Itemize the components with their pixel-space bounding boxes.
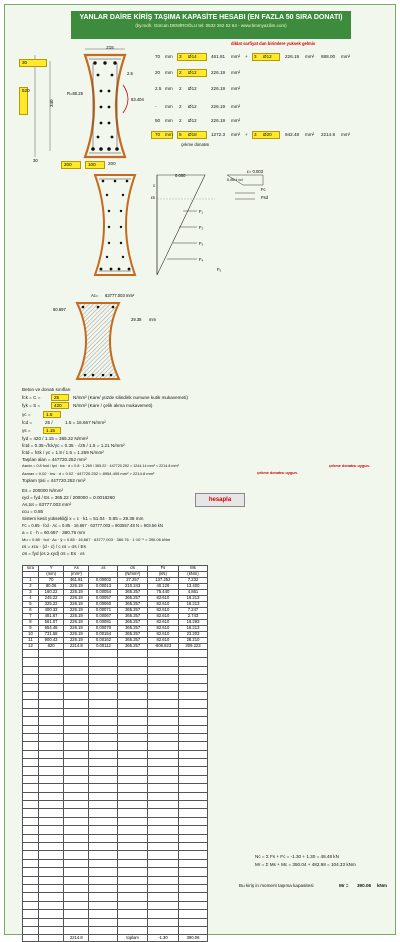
table-cell: 820 <box>38 644 63 650</box>
rebar-dots <box>91 61 119 151</box>
dim-input-cover[interactable]: 30 <box>19 59 47 67</box>
table-empty-row <box>23 708 208 716</box>
col-header: Fs <box>147 566 178 572</box>
table-cell: 0.00070 <box>89 626 118 632</box>
result-line-3: As,tot = 63777.003 mm² <box>22 502 72 507</box>
table-cell: 226.19 <box>64 590 89 596</box>
table-cell: -808.823 <box>147 644 178 650</box>
table-empty-row <box>23 767 208 775</box>
table-empty-row <box>23 775 208 783</box>
table-cell: 16.213 <box>179 626 208 632</box>
fs2-label: F₂ <box>199 225 204 230</box>
col-unit: (N/mm²) <box>118 572 147 578</box>
table-cell: 481.67 <box>38 614 63 620</box>
table-empty-row <box>23 717 208 725</box>
table-empty-row <box>23 876 208 884</box>
table-empty-row <box>23 893 208 901</box>
result-line-8: Mu = 0.85 · fcd · Ac · ỹ = 0.85 · 16.667 · 63777.003 · 380.76 · 1·10⁻⁶ = 390.06 kNm <box>22 537 171 542</box>
table-cell: 5 <box>23 602 39 608</box>
row-unit-1: mm <box>165 54 173 59</box>
rebar-n2-6: 3 <box>254 132 257 137</box>
table-cell: 8 <box>23 620 39 626</box>
rebar-unit3-6: mm² <box>305 132 315 137</box>
rebar-area2-1: 226.19 <box>285 54 300 59</box>
row-spacing-3: 2.5 <box>155 86 162 91</box>
total-ms: 390.06 <box>179 935 208 942</box>
table-cell: 561.07 <box>38 620 63 626</box>
calc-line-4: Taşılan alan = 447720.252 mm² <box>22 457 87 462</box>
fyk-input[interactable]: 420 <box>51 402 69 409</box>
table-empty-row <box>23 826 208 834</box>
table-empty-row <box>23 851 208 859</box>
equilibrium-line-1: Nc = Σ Fs + Fc = -1.30 + 1.30 = 48.48 kN <box>255 854 339 859</box>
section-outline-2 <box>95 175 135 275</box>
fs3-label: F₃ <box>199 241 204 246</box>
table-cell: 245.22 <box>38 596 63 602</box>
rebar-n-1: 3 <box>179 54 182 59</box>
table-cell: 16.213 <box>179 596 208 602</box>
rebar-phi-1: Ø14 <box>188 54 197 59</box>
table-cell: 226.19 <box>64 584 89 590</box>
table-cell: 9 <box>23 626 39 632</box>
table-cell: 11 <box>23 638 39 644</box>
dim-radius: R=80.25 <box>67 91 83 96</box>
table-cell: 654.48 <box>38 626 63 632</box>
rebar-total-1: 688.00 <box>321 54 336 59</box>
table-cell: 10 <box>23 632 39 638</box>
table-cell: 0.00054 <box>89 590 118 596</box>
table-total-row <box>23 935 208 942</box>
table-cell: 365.257 <box>118 620 147 626</box>
table-cell: 400.33 <box>38 608 63 614</box>
dim-input-bottom-1[interactable]: 200 <box>61 161 81 169</box>
strain-top-label: ε= 0.003 <box>247 169 263 174</box>
dim-cover: 2.5 <box>127 71 133 76</box>
table-cell: 226.19 <box>64 632 89 638</box>
rebar-n2-1: 3 <box>254 54 257 59</box>
calc-line-6: Asmax = 0.02 · bw · d = 0.02 · 447720.252 = 8954.405 mm² > 2214.8 mm² <box>22 471 155 476</box>
calc-line-7: Toplam Şisi = 447720.252 mm² <box>22 478 86 483</box>
final-label: Bu kiriş in moment taşıma kapasitesi <box>239 883 314 888</box>
table-cell: 365.257 <box>118 614 147 620</box>
table-cell: 900.43 <box>38 638 63 644</box>
table-cell: 23.203 <box>179 632 208 638</box>
equilibrium-line-2: Mr = Σ Ms + Mc = 350.04 + 482.98 = 104.33 kNm <box>255 862 356 867</box>
rebar-unit-4: mm² <box>231 104 241 109</box>
col-header: As <box>64 566 89 572</box>
dim-top-width: 215 <box>106 45 114 50</box>
table-cell: 16.293 <box>179 620 208 626</box>
table-empty-row <box>23 666 208 674</box>
table-empty-row <box>23 792 208 800</box>
table-empty-row <box>23 700 208 708</box>
compression-area-label: Ac= <box>91 293 99 298</box>
table-empty-row <box>23 759 208 767</box>
table-cell: 365.257 <box>118 596 147 602</box>
row-unit-5: mm <box>165 118 173 123</box>
table-cell: 7 <box>23 614 39 620</box>
gamma-s-input[interactable]: 1.15 <box>43 427 61 434</box>
compression-section <box>77 303 119 379</box>
table-cell: 160.22 <box>38 590 63 596</box>
final-value: 390.06 <box>357 883 372 888</box>
rebar-plus-6: + <box>245 132 248 137</box>
result-line-9: εs = εcu · (d - c) / c εs = σs / Es <box>22 544 86 549</box>
row-spacing-5: 50 <box>155 118 161 123</box>
table-empty-row <box>23 926 208 934</box>
table-cell: 18.213 <box>179 602 208 608</box>
col-header: Ms <box>179 566 208 572</box>
table-cell: 2 <box>23 584 39 590</box>
table-cell: 137.252 <box>147 578 178 584</box>
fck-label: fck = C = <box>22 395 41 400</box>
table-cell: 82.610 <box>147 632 178 638</box>
result-line-5: Sistem kesit yüksekliği x = c · k1 = 51.04 · 0.85 = 29.38 mm <box>22 516 144 521</box>
rebar-phi-3: Ø12 <box>188 86 197 91</box>
gamma-s-label: γs = <box>22 428 31 433</box>
final-symbol: Mr = <box>339 883 349 888</box>
table-cell: 210.243 <box>118 584 147 590</box>
table-cell: 325.22 <box>38 602 63 608</box>
dim-input-height[interactable]: 520 <box>19 87 28 115</box>
fs4-label: F₄ <box>199 257 204 262</box>
table-empty-row <box>23 809 208 817</box>
rebar-phi2-1: Ø12 <box>263 54 272 59</box>
table-empty-row <box>23 784 208 792</box>
gamma-c-label: γc = <box>22 412 31 417</box>
rebar-unit-6: mm² <box>231 132 241 137</box>
gamma-c-input[interactable]: 1.5 <box>43 411 61 418</box>
fyk-label: fyk = S = <box>22 403 41 408</box>
total-as: 2214.8 <box>64 935 89 942</box>
compression-unit: mm <box>149 317 156 322</box>
row-unit-2: mm <box>165 70 173 75</box>
table-cell: 365.257 <box>118 638 147 644</box>
rebar-unit4-6: mm² <box>341 132 351 137</box>
table-empty-row <box>23 650 208 658</box>
result-line-6: Fc = 0.85 · fcd · Ac = 0.85 · 16.667 · 63777.003 = 903557.48 N = 903.56 kN <box>22 523 163 528</box>
col-header: εs <box>89 566 118 572</box>
rebar-phi-6: Ø18 <box>188 132 197 137</box>
rebar-results-table <box>22 565 208 942</box>
rebar-n-2: 2 <box>179 70 182 75</box>
rebar-unit-3: mm² <box>231 86 241 91</box>
table-cell: 365.257 <box>118 590 147 596</box>
neutral-axis-value: 0.000 <box>175 173 186 178</box>
rebar-area-1: 461.81 <box>211 54 226 59</box>
table-cell: 0.00002 <box>89 578 118 584</box>
table-cell: 226.19 <box>64 620 89 626</box>
compression-left-dim: 60.697 <box>53 307 66 312</box>
rebar-total-6: 2214.8 <box>321 132 336 137</box>
result-line-7: a = c · h = 60.697 · 380.76 mm <box>22 530 86 535</box>
table-cell: 40.129 <box>147 584 178 590</box>
row-unit-3: mm <box>165 86 173 91</box>
table-cell: 75.440 <box>147 590 178 596</box>
table-empty-row <box>23 691 208 699</box>
rebar-unit-2: mm² <box>231 70 241 75</box>
table-cell: 82.610 <box>147 614 178 620</box>
depth-c-label: c <box>153 183 156 188</box>
col-unit: (kN) <box>147 572 178 578</box>
table-cell: 731.58 <box>38 632 63 638</box>
table-empty-row <box>23 801 208 809</box>
row-unit-6: mm <box>165 132 173 137</box>
table-empty-row <box>23 725 208 733</box>
strain-steel-label: εs <box>151 195 155 200</box>
rebar-n-6: 5 <box>179 132 182 137</box>
table-cell: 82.610 <box>147 620 178 626</box>
col-header: sıra <box>23 566 39 572</box>
fcd-label: 0.85·f cd <box>227 177 243 182</box>
row-spacing-6: 70 <box>155 132 161 137</box>
page-subtitle: (by.mdh. Gürcan DEMİROĞLU tel: 0532 262 62 64 - www.bmmyazilim.com) <box>135 23 287 28</box>
dim-input-bottom-2[interactable]: 100 <box>85 161 105 169</box>
table-cell: 82.610 <box>147 626 178 632</box>
dim-inner-height: 340 <box>49 99 54 107</box>
compression-area-value: 63777.003 mm² <box>105 293 135 298</box>
table-cell: 0.00060 <box>89 602 118 608</box>
final-unit: kNm <box>377 883 387 888</box>
calc-line-2: fctd = 0.35·√fck/γc = 0.35 · √25 / 1.5 = 1.21 N/mm² <box>22 443 125 448</box>
compression-depth: 29.38 <box>131 317 142 322</box>
rebar-n-3: 2 <box>179 86 182 91</box>
table-cell: 0.00162 <box>89 638 118 644</box>
status-min: çekme donatısı uygun. <box>329 464 370 468</box>
calc-line-1: fyd = 420 / 1.15 = 365.22 N/mm² <box>22 436 89 441</box>
col-unit: (mm) <box>38 572 63 578</box>
beam-outline <box>85 55 125 157</box>
fck-input[interactable]: 25 <box>51 394 69 401</box>
calculation-sheet <box>4 4 396 941</box>
calc-line-3: fctd = fctk / γc = 1.8 / 1.5 = 1.269 N/mm² <box>22 450 104 455</box>
table-cell: 82.610 <box>147 638 178 644</box>
table-empty-row <box>23 868 208 876</box>
table-empty-row <box>23 834 208 842</box>
col-unit: (kNm) <box>179 572 208 578</box>
table-cell: 80.06 <box>38 584 63 590</box>
table-cell: 365.257 <box>118 626 147 632</box>
table-empty-row <box>23 750 208 758</box>
row-unit-4: mm <box>165 104 173 109</box>
table-cell: 226.19 <box>64 638 89 644</box>
table-empty-row <box>23 910 208 918</box>
fsd-label: Fsd <box>261 195 268 200</box>
table-empty-row <box>23 859 208 867</box>
calculate-button[interactable]: hesapla <box>195 493 245 507</box>
rebar-area-3: 226.19 <box>211 86 226 91</box>
table-cell: 0.00057 <box>89 596 118 602</box>
result-line-10: σs = fyd (εs ≥ εyd) σs = Es · εs <box>22 551 85 556</box>
table-cell: 365.257 <box>118 602 147 608</box>
rebar-phi-5: Ø12 <box>188 118 197 123</box>
compression-zone-diagram <box>51 291 191 383</box>
table-cell: 27.257 <box>118 578 147 584</box>
rebar-n-5: 2 <box>179 118 182 123</box>
dim-bottom-left: 30 <box>33 158 38 163</box>
rebar-plus-1: + <box>245 54 248 59</box>
table-cell: 3 <box>23 590 39 596</box>
table-cell: 365.257 <box>118 632 147 638</box>
rebar-phi-2: Ø12 <box>188 70 197 75</box>
result-line-2: εyd = fyd / Es = 365.22 / 200000 = 0.0018260 <box>22 495 115 500</box>
dim-bottom-3: 200 <box>108 161 116 166</box>
tension-label: çekme donatısı <box>181 142 210 147</box>
table-cell: 226.19 <box>64 602 89 608</box>
table-cell: 7.232 <box>179 578 208 584</box>
table-cell: 461.81 <box>64 578 89 584</box>
rebar-area2-6: 942.48 <box>285 132 300 137</box>
table-empty-row <box>23 817 208 825</box>
table-cell: 2214.8 <box>64 644 89 650</box>
result-line-4: εcu = 0.85 <box>22 509 44 514</box>
fcd-num: 25 / <box>45 420 53 425</box>
table-cell: 6 <box>23 608 39 614</box>
rebar-area-4: 226.19 <box>211 104 226 109</box>
force-arrows <box>167 211 197 259</box>
rebar-area-2: 226.19 <box>211 70 226 75</box>
table-cell: 226.19 <box>64 614 89 620</box>
table-cell: 4.861 <box>179 590 208 596</box>
materials-heading: Beton ve donatı sınıfları <box>22 387 71 392</box>
row-spacing-2: 20 <box>155 70 161 75</box>
rebar-unit-1: mm² <box>231 54 241 59</box>
table-empty-row <box>23 658 208 666</box>
calc-line-5: Asmin = 0.8·fctd / fyd · bw · d = 0.8 · 1.269 / 365.22 · 447720.252 = 1244.14 mm² < 2214.8 mm² <box>22 464 179 468</box>
rebar-phi2-6: Ø20 <box>263 132 272 137</box>
fs1-label: F₁ <box>199 209 203 214</box>
rebar-n-4: 2 <box>179 104 182 109</box>
table-cell: 0.00013 <box>89 584 118 590</box>
table-cell: 2.743 <box>179 614 208 620</box>
page-title: YANLAR DAİRE KİRİŞ TAŞIMA KAPASİTE HESABI (EN FAZLA 50 SIRA DONATI) <box>79 14 343 21</box>
table-cell: 70 <box>38 578 63 584</box>
rebar-area-6: 1272.3 <box>211 132 226 137</box>
rebar-area-5: 226.19 <box>211 118 226 123</box>
table-empty-row <box>23 918 208 926</box>
table-cell: 82.610 <box>147 596 178 602</box>
total-fs: -1.30 <box>147 935 178 942</box>
table-cell: 82.610 <box>147 608 178 614</box>
table-cell: 0.00071 <box>89 608 118 614</box>
table-cell: 309.223 <box>179 644 208 650</box>
table-empty-row <box>23 842 208 850</box>
col-unit: (mm²) <box>64 572 89 578</box>
table-cell: 0.00067 <box>89 614 118 620</box>
table-cell: 365.257 <box>118 608 147 614</box>
col-header: Y <box>38 566 63 572</box>
title-banner <box>71 11 351 39</box>
status-max: çekme donatısı uygun. <box>257 471 298 475</box>
table-empty-row <box>23 742 208 750</box>
rebar-phi-4: Ø12 <box>188 104 197 109</box>
table-cell: 0.00081 <box>89 620 118 626</box>
fc-label: Fc <box>261 187 266 192</box>
table-empty-row <box>23 884 208 892</box>
fck-note: N/mm² (Kare/ yüzde silindirik numune kutik mukavemeti) <box>73 395 188 400</box>
table-cell: 13.400 <box>179 584 208 590</box>
col-header: σs <box>118 566 147 572</box>
table-cell: 7.247 <box>179 608 208 614</box>
total-label: toplam <box>118 935 147 942</box>
result-line-1: Es = 200000 N/mm² <box>22 488 63 493</box>
fcd-label: fcd = <box>22 420 33 425</box>
table-cell: 0.00112 <box>89 644 118 650</box>
rebar-unit-5: mm² <box>231 118 241 123</box>
row-spacing-4: - <box>155 104 157 109</box>
table-cell: 226.19 <box>64 626 89 632</box>
fs5-label: F₅ <box>217 267 222 272</box>
fyk-note: N/mm² (Kare / çelik akma mukavemeti) <box>73 403 153 408</box>
table-cell: 4 <box>23 596 39 602</box>
table-empty-row <box>23 675 208 683</box>
table-cell: 226.19 <box>64 596 89 602</box>
table-cell: 82.610 <box>147 602 178 608</box>
fcd-result: 1.5 = 16.667 N/mm² <box>65 420 106 425</box>
table-cell: 0.00154 <box>89 632 118 638</box>
table-cell: 28.210 <box>179 638 208 644</box>
table-cell: 1 <box>23 578 39 584</box>
dim-angle: 83.404 <box>131 97 144 102</box>
table-cell: 365.257 <box>118 644 147 650</box>
table-empty-row <box>23 901 208 909</box>
table-cell: 226.19 <box>64 608 89 614</box>
rebar-unit4-1: mm² <box>341 54 351 59</box>
warning-note: diklat sarfiyat dan birimlere yuksek gelmis <box>231 41 316 46</box>
table-cell: 12 <box>23 644 39 650</box>
stress-strain-diagram <box>65 169 305 281</box>
row-spacing-1: 70 <box>155 54 161 59</box>
table-empty-row <box>23 683 208 691</box>
table-empty-row <box>23 733 208 741</box>
rebar-unit3-1: mm² <box>305 54 315 59</box>
